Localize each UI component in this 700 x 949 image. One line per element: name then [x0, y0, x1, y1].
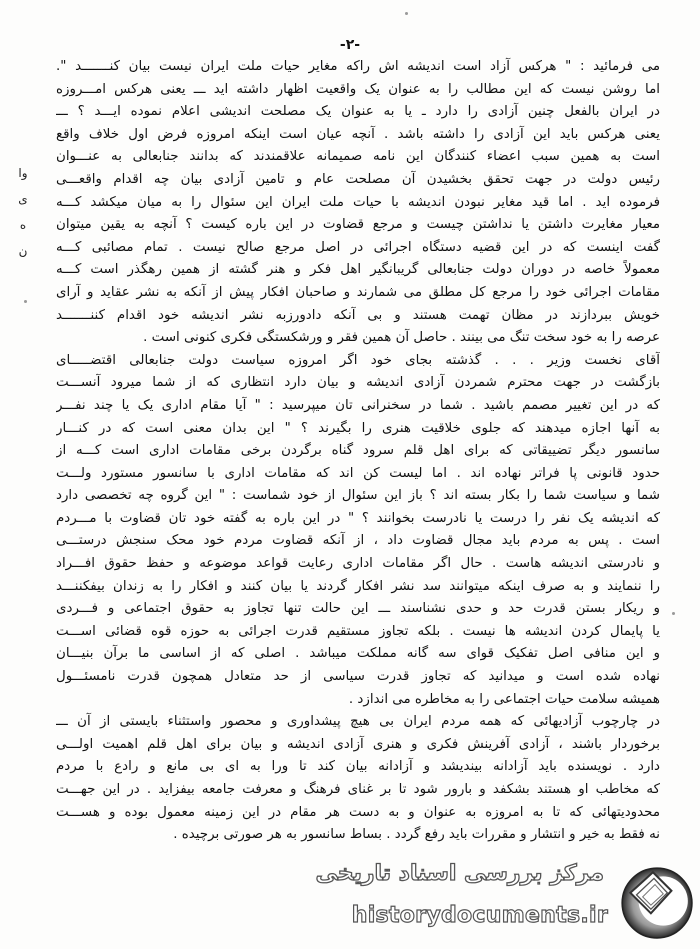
watermark	[315, 852, 700, 946]
margin-mark: ی	[18, 192, 28, 206]
left-margin-marks	[6, 160, 40, 264]
watermark-url-text: historydocuments.ir	[351, 903, 608, 928]
scroll-circle-logo-icon	[616, 862, 694, 940]
text-line: فرموده اید . اما قید مغایر نبودن اندیشه با حیات ملت ایران این سئوال را به میان میکشد کـــه	[56, 194, 660, 210]
text-line: عرصه را به خود سخت تنگ می بینند . حاصل آن همین فقر و ورشکستگی فکری کنونی است .	[143, 330, 660, 346]
text-line: برخوردار باشند ، آزادی آفرینش فکری و هنری آزادی اندیشه و بیان برای اهل قلم اهمیت اولـــی	[56, 736, 660, 752]
text-line: در ایران بالفعل چنین آزادی را دارد ـ یا به عنوان یک مصلحت اندیشی اعلام نموده ایـــد ؟ ـــ	[56, 104, 660, 120]
text-line: می فرمائید : " هرکس آزاد است اندیشه اش راکه مغایر حیات ملت ایران نیست بیان کنـــــــد ".	[56, 59, 660, 74]
text-line: معمولاً خاصه در دوران دولت جنابعالی گریبانگیر اهل فکر و هنر گشته از همین رهگذر است کـــه	[56, 262, 660, 278]
page-number: -۲-	[339, 37, 361, 53]
scan-speck	[405, 12, 408, 15]
text-line: یعنی هرکس باید این آزادی را داشته باشد . آنچه عیان است اینکه امروزه فرض اول خلاف واقع	[56, 126, 660, 142]
margin-mark: ن	[18, 244, 28, 258]
text-line: همیشه سلامت حیات اجتماعی را به مخاطره می اندازد .	[348, 691, 660, 707]
text-line: بازگشت در جهت محترم شمردن آزادی اندیشه و بیان دارد انتظاری که از شما میرود آنســـت	[56, 375, 660, 391]
text-line: مقامات اجرائی خود را مرجع کل مطلق می شمارند و صاحبان افکار پیش از آنکه به نشر عقاید و آرای	[56, 284, 660, 300]
text-line: در چارچوب آزادیهائی که همه مردم ایران بی هیچ پیشداوری و محصور واستثناء بایستی از آن ـــ	[56, 714, 660, 730]
text-line: سانسور دیگر تضییقاتی که برای اهل قلم سرود گناه برگردن برخی مقامات اداری است کـــه از	[56, 443, 660, 459]
text-line: به آنها اجازه میدهند که جلوی خلاقیت هنری را بگیرند ؟ " این بدان معنی است که در کنـــار	[56, 420, 660, 436]
document-body	[56, 56, 660, 847]
scan-speck	[672, 612, 675, 615]
text-line: و نادرستی اندیشه هاست . حال اگر مقامات اداری رعایت قواعد موضوعه و حفظ حقوق افـــراد	[56, 556, 660, 572]
text-line: دارد . نویسنده باید آزادانه بیندیشد و آزادانه بیان کند تا ورا به ای بی مانع و رادع با مردم	[56, 759, 660, 775]
text-line: نهاده شده است و میدانید که تجاوز قدرت سیاسی از حد متعادل همچون قدرت نامسئـــول	[56, 669, 660, 685]
text-line: حدود قانونی پا فراتر نهاده اند . اما لیست کن اند که مقامات اداری با سانسور مستورد ولـــت	[56, 465, 660, 481]
text-line: را ننمایند و به صرف اینکه میتوانند سد نشر افکار گردند یا بیان کنند و افکار را به زندان بیفکننـــد	[56, 578, 660, 594]
text-line: شما و سیاست شما را بکار بسته اند ؟ باز این سئوال از خود شماست : " این گروه چه تخصصی دارد	[56, 488, 660, 504]
scan-speck	[24, 300, 27, 303]
text-line: آقای نخست وزیر . . . گذشته بجای خود اگر امروزه سیاست دولت جنابعالی اقتضـــــای	[56, 352, 660, 368]
text-line: یا پایمال کردن اندیشه ها نیست . بلکه تجاوز مستقیم قدرت اجرائی به حوزه قوه قضائی اســـت	[56, 623, 660, 639]
watermark-persian-text: مرکز بررسی اسناد تاریخی	[315, 861, 604, 886]
text-line: که در این تغییر مصمم باشید . شما در سخنرانی تان میپرسید : " آیا مقام اداری یک یا چند نفـــر	[56, 397, 660, 413]
text-line: گفت اینست که در این قضیه دستگاه اجرائی در اصل مرجع صالح نیست . تمام مصائبی کـــه	[56, 239, 660, 255]
text-line: رئیس دولت در جهت تحقق بخشیدن آن مصلحت عام و تامین آزادی بیان چه اقدام واقعـــی	[56, 171, 660, 187]
text-line: است . پس به مردم باید مجال قضاوت داد ، از آنکه قضاوت مردم خود محک سنجش درستـــی	[56, 533, 660, 549]
text-line: خویش ببردازند در مظان تهمت هستند و بی آنکه دادورزبه نشر اندیشه خود اقدام کننـــــــد	[56, 307, 660, 323]
text-line: که اندیشه یک نفر را درست یا نادرست بخوانند ؟ " در این باره به گفته خود تان قضاوت با مـــردم	[56, 510, 660, 526]
margin-mark: ه	[19, 218, 27, 232]
text-line: که مخاطب او هستند بشکفد و بارور شود تا بر غنای فرهنگ و معرفت جامعه بیفزاید . در این جهـــت	[56, 782, 660, 797]
text-line: معیار مغایرت داشتن یا نداشتن چیست و مرجع قضاوت در این باره کیست ؟ آنچه به یقین میتوان	[56, 217, 660, 233]
margin-mark: وا	[18, 166, 28, 180]
text-line: اما روشن نیست که این مطالب را به عنوان یک واقعیت اظهار داشته اید ـــ یعنی هرکس امـــروزه	[56, 81, 660, 97]
text-line: و ریکار بستن قدرت حد و حدی نشناسند ـــ این حالت تنها تجاوز به حقوق اجتماعی و فـــردی	[56, 601, 660, 617]
text-line: است به همین سبب اعضاء کنندگان این نامه صمیمانه علاقمندند که بدانند جنابعالی به عنـــوان	[56, 149, 660, 165]
text-line: محدودیتهائی که تا به امروزه به عنوان و به دست هر مقام در این زمینه معمول بوده و هســـت	[56, 804, 660, 820]
text-line: نه فقط به خیر و انتشار و مقررات باید رفع گردد . بساط سانسور به هر صورتی برچیده .	[173, 827, 660, 843]
text-line: و این منافی اصل تفکیک قوای سه گانه مملکت میباشد . اصلی که از اساسی ما برآن بنیـــان	[56, 646, 660, 662]
